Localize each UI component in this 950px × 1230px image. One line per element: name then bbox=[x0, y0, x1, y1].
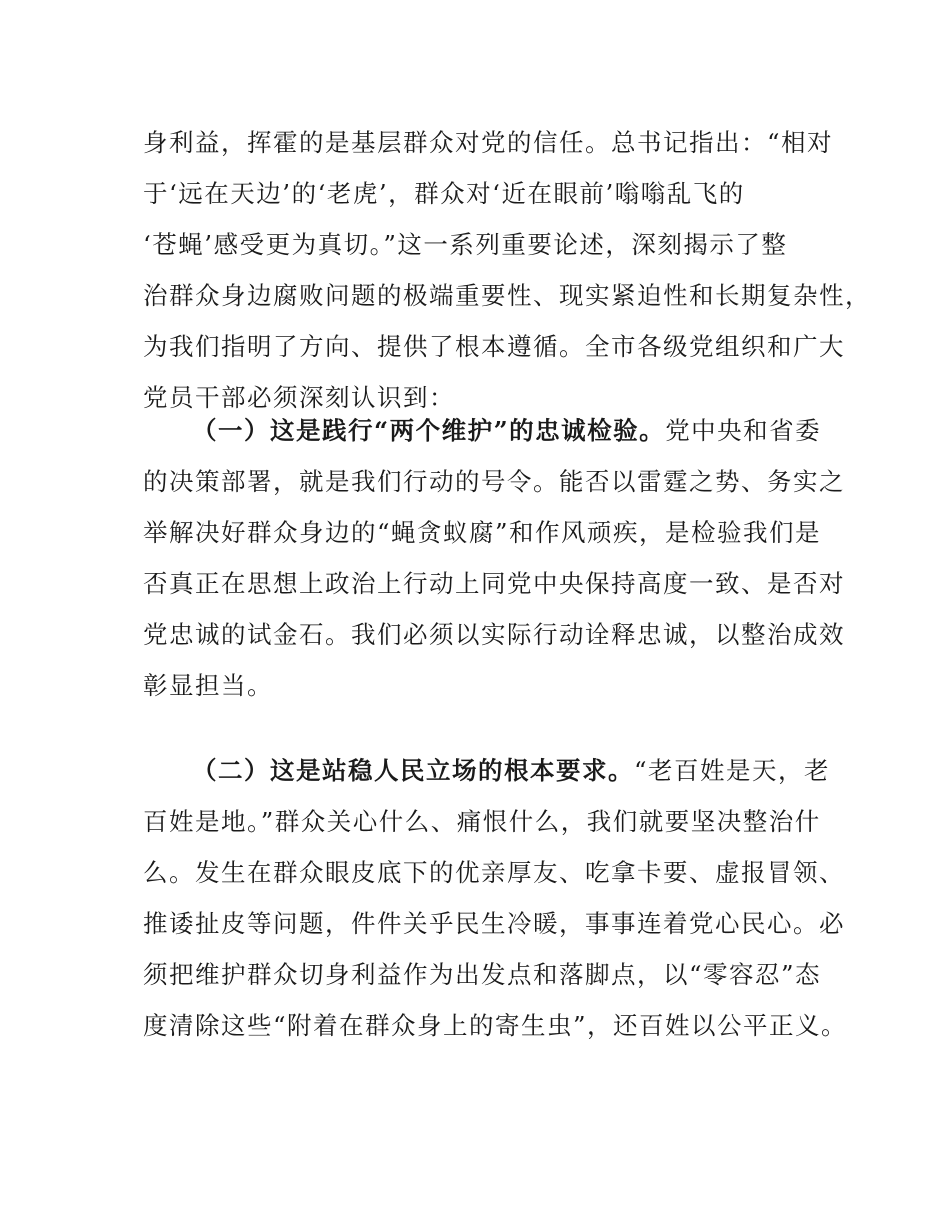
text-line: 治群众身边腐败问题的极端重要性、现实紧迫性和长期复杂性， bbox=[143, 281, 871, 310]
text-line: 推诿扯皮等问题，件件关乎民生冷暖，事事连着党心民心。必 bbox=[143, 909, 845, 938]
section-one-paragraph bbox=[143, 405, 845, 711]
text-line: ‘苍蝇’感受更为真切。”这一系列重要论述，深刻揭示了整 bbox=[143, 230, 788, 259]
text-line: 须把维护群众切身利益作为出发点和落脚点，以“零容忍”态 bbox=[143, 960, 822, 989]
text-line: 于‘远在天边’的‘老虎’，群众对‘近在眼前’嗡嗡乱飞的 bbox=[143, 179, 745, 208]
text-line: 的决策部署，就是我们行动的号令。能否以雷霆之势、务实之 bbox=[143, 467, 845, 496]
section-two-heading: （二）这是站稳人民立场的根本要求。 bbox=[192, 756, 634, 785]
text-line: 为我们指明了方向、提供了根本遵循。全市各级党组织和广大 bbox=[143, 332, 845, 361]
intro-paragraph bbox=[143, 117, 871, 423]
section-two-paragraph bbox=[143, 745, 848, 1051]
text-line: 举解决好群众身边的“蝇贪蚁腐”和作风顽疾，是检验我们是 bbox=[143, 518, 822, 547]
text-line: 么。发生在群众眼皮底下的优亲厚友、吃拿卡要、虚报冒领、 bbox=[143, 858, 845, 887]
text-line bbox=[143, 405, 833, 456]
section-two-first-line-text: “老百姓是天，老 bbox=[634, 756, 831, 785]
text-line: 党忠诚的试金石。我们必须以实际行动诠释忠诚，以整治成效 bbox=[143, 620, 845, 649]
text-line bbox=[143, 745, 833, 796]
section-one-first-line-text: 党中央和省委 bbox=[665, 416, 822, 445]
text-line: 身利益，挥霍的是基层群众对党的信任。总书记指出：“相对 bbox=[143, 128, 834, 157]
section-one-heading: （一）这是践行“两个维护”的忠诚检验。 bbox=[192, 416, 666, 445]
text-line: 否真正在思想上政治上行动上同党中央保持高度一致、是否对 bbox=[143, 569, 845, 598]
text-line: 度清除这些“附着在群众身上的寄生虫”，还百姓以公平正义。 bbox=[143, 1011, 848, 1040]
text-line: 彰显担当。 bbox=[143, 671, 273, 700]
text-line: 党员干部必须深刻认识到： bbox=[143, 383, 455, 412]
text-line: 百姓是地。”群众关心什么、痛恨什么，我们就要坚决整治什 bbox=[143, 807, 821, 836]
